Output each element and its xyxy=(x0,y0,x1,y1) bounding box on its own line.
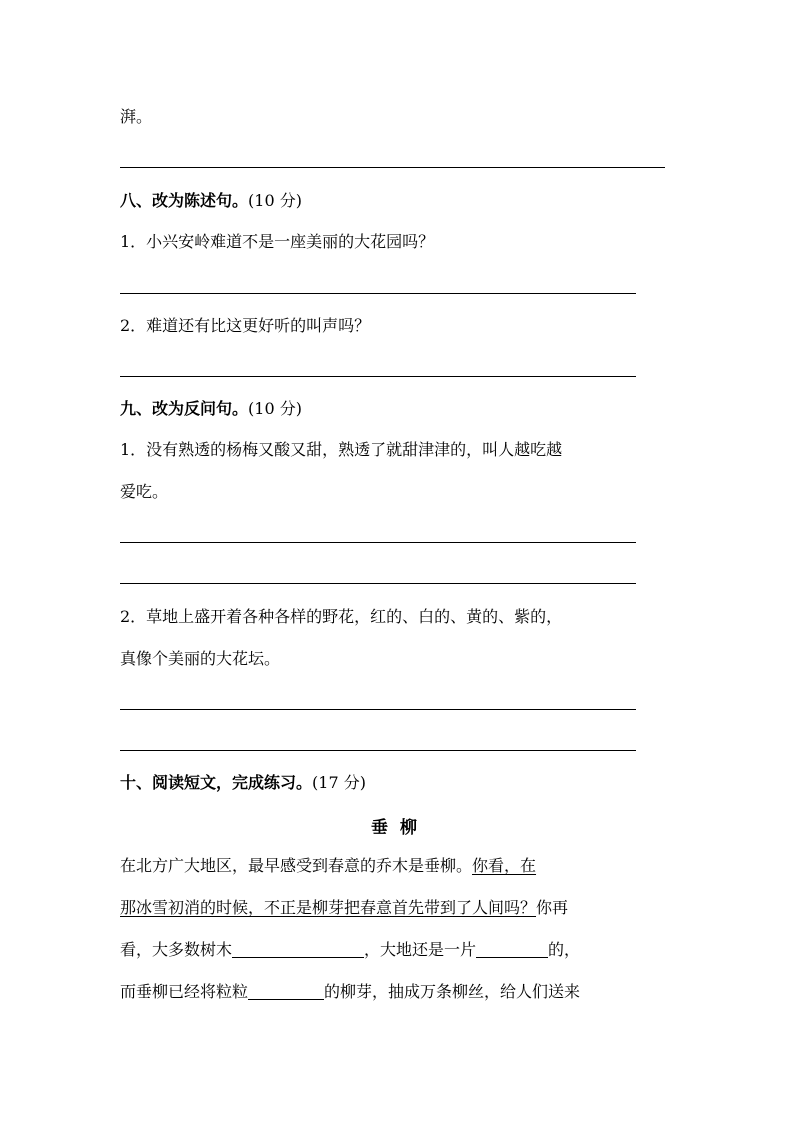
section9-title: 九、改为反问句。 xyxy=(120,399,249,418)
passage-line-4 xyxy=(120,981,580,1003)
continued-text: 湃。 xyxy=(120,107,153,126)
passage-text: 看，大多数树木 xyxy=(120,940,233,959)
underlined-sentence: 你看，在 xyxy=(472,856,537,875)
answer-line[interactable] xyxy=(120,750,636,751)
passage-line-1 xyxy=(120,855,536,877)
passage-text: 的， xyxy=(548,940,581,959)
fill-blank[interactable] xyxy=(232,941,364,958)
answer-line[interactable] xyxy=(120,293,636,294)
section8-title: 八、改为陈述句。 xyxy=(120,191,249,210)
passage-text: 的柳芽，抽成万条柳丝，给人们送来 xyxy=(324,982,581,1001)
section8-q1: 1．小兴安岭难道不是一座美丽的大花园吗？ xyxy=(120,232,435,251)
section10-score: (17 分) xyxy=(312,773,366,792)
answer-line[interactable] xyxy=(120,376,636,377)
section9-heading xyxy=(120,398,302,420)
answer-line[interactable] xyxy=(120,709,636,710)
section8-score: (10 分) xyxy=(248,191,302,210)
fill-blank[interactable] xyxy=(476,941,548,958)
section9-q1-line2: 爱吃。 xyxy=(120,482,169,501)
passage-text: 在北方广大地区，最早感受到春意的乔木是垂柳。 xyxy=(120,856,473,875)
section10-heading xyxy=(120,772,366,794)
passage-text: 而垂柳已经将粒粒 xyxy=(120,982,249,1001)
section9-q2-line1: 2．草地上盛开着各种各样的野花，红的、白的、黄的、紫的， xyxy=(120,607,563,626)
section9-score: (10 分) xyxy=(248,399,302,418)
fill-blank[interactable] xyxy=(248,983,324,1000)
passage-line-3 xyxy=(120,939,580,961)
answer-line[interactable] xyxy=(120,542,636,543)
passage-title: 垂柳 xyxy=(371,818,429,838)
passage-line-2 xyxy=(120,897,568,919)
section9-q1-line1: 1．没有熟透的杨梅又酸又甜，熟透了就甜津津的，叫人越吃越 xyxy=(120,440,563,459)
answer-line[interactable] xyxy=(120,167,665,168)
section10-title: 十、阅读短文，完成练习。 xyxy=(120,773,313,792)
section8-q2: 2．难道还有比这更好听的叫声吗？ xyxy=(120,316,371,335)
section9-q2-line2: 真像个美丽的大花坛。 xyxy=(120,649,281,668)
passage-text: ，大地还是一片 xyxy=(364,940,477,959)
passage-text: 你再 xyxy=(536,898,569,917)
answer-line[interactable] xyxy=(120,583,636,584)
underlined-sentence: 那冰雪初消的时候，不正是柳芽把春意首先带到了人间吗？ xyxy=(120,898,537,917)
section8-heading xyxy=(120,190,302,212)
